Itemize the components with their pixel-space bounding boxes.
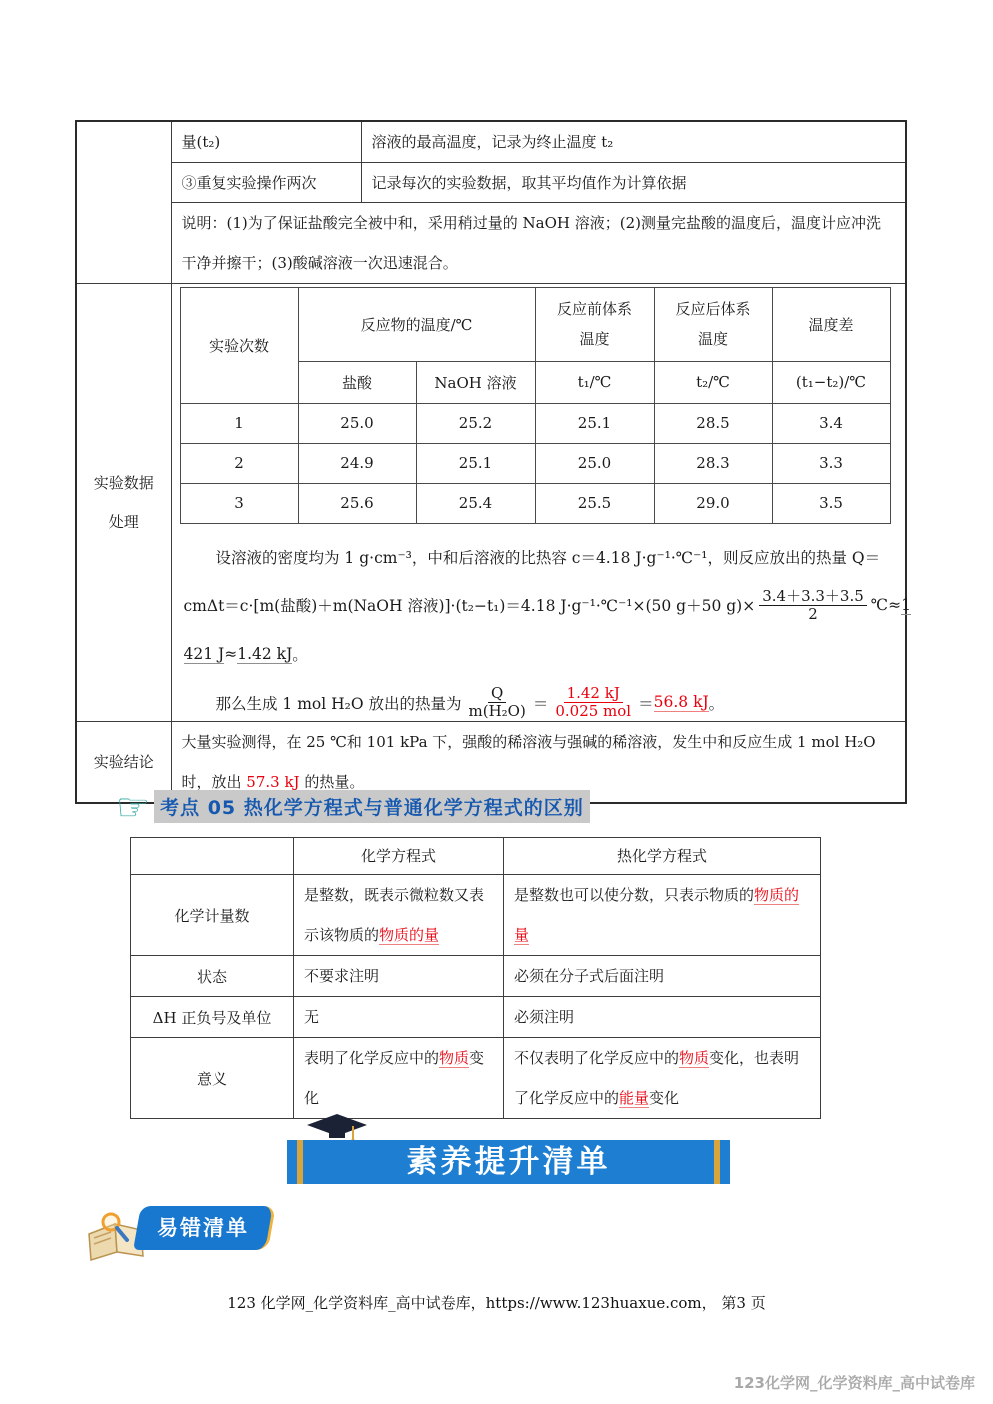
conclusion-highlight: 57.3 kJ bbox=[246, 772, 300, 791]
calc-line-2 bbox=[183, 586, 911, 624]
empty-header-cell bbox=[131, 838, 294, 875]
row-label: 状态 bbox=[131, 956, 294, 997]
section-header-kaodian05 bbox=[116, 784, 590, 829]
row-label: 化学计量数 bbox=[131, 875, 294, 956]
cell: 25.1 bbox=[535, 403, 654, 443]
cell-highlight: 物质的量 bbox=[514, 886, 800, 944]
cell: 无 bbox=[294, 997, 504, 1038]
calc-text: 那么生成 1 mol H₂O 放出的热量为 bbox=[215, 694, 462, 713]
fraction-heat-per-mol bbox=[552, 685, 634, 721]
col-header-chemical-eq: 化学方程式 bbox=[294, 838, 504, 875]
col-header-diff: 温度差 bbox=[772, 287, 890, 361]
cell bbox=[504, 1038, 821, 1119]
calc-text: 设溶液的密度均为 1 g·cm⁻³，中和后溶液的比热容 c＝4.18 J·g⁻¹·℃⁻¹，则反应放出的热量 Q＝ bbox=[215, 548, 881, 567]
table-row bbox=[76, 121, 906, 162]
table-row bbox=[180, 403, 890, 443]
label-line: 处理 bbox=[108, 513, 139, 531]
cell: 25.1 bbox=[416, 443, 535, 483]
banner-title: 素养提升清单 bbox=[406, 1144, 611, 1180]
calc-text: 。 bbox=[292, 646, 308, 664]
cell: 25.5 bbox=[535, 483, 654, 523]
calc-text: ＝ bbox=[638, 694, 654, 713]
fraction-numerator: 3.4＋3.3＋3.5 bbox=[759, 588, 867, 606]
subheader-t2: t₂/℃ bbox=[654, 361, 772, 403]
cell: 24.9 bbox=[298, 443, 416, 483]
cell: 必须在分子式后面注明 bbox=[504, 956, 821, 997]
suyang-banner bbox=[287, 1140, 730, 1184]
cell-highlight: 能量 bbox=[619, 1089, 650, 1107]
col-header-exp: 实验次数 bbox=[180, 287, 298, 403]
page-footer: 123 化学网_化学资料库_高中试卷库，https://www.123huaxue.com， 第3 页 bbox=[227, 1294, 766, 1312]
table-row bbox=[131, 956, 821, 997]
cell-text: 是整数也可以使分数，只表示物质的 bbox=[514, 886, 755, 904]
subheader-diff: (t₁−t₂)/℃ bbox=[772, 361, 890, 403]
yicuo-badge-label: 易错清单 bbox=[157, 1216, 249, 1240]
cell: 28.5 bbox=[654, 403, 772, 443]
calc-text: cmΔt＝c·[m(盐酸)＋m(NaOH 溶液)]·(t₂−t₁)＝4.18 J·g⁻¹·℃⁻¹×(50 g＋50 g)× bbox=[183, 597, 756, 616]
result-value: 56.8 kJ bbox=[653, 693, 709, 712]
conclusion-text: 大量实验测得，在 25 ℃和 101 kPa 下，强酸的稀溶液与强碱的稀溶液，发生中和反应生成 1 mol H₂O 时，放出 bbox=[181, 732, 876, 791]
calc-line-4 bbox=[184, 685, 894, 721]
note-cell: 说明：(1)为了保证盐酸完全被中和，采用稍过量的 NaOH 溶液；(2)测量完盐酸的温度后，温度计应冲洗干净并擦干；(3)酸碱溶液一次迅速混合。 bbox=[171, 202, 906, 283]
header-line: 温度 bbox=[579, 330, 610, 348]
fraction-numerator: Q bbox=[488, 685, 506, 703]
cell-highlight: 物质 bbox=[439, 1049, 470, 1067]
underlined-value: 421 J bbox=[183, 644, 225, 663]
header-line: 温度 bbox=[697, 330, 728, 348]
cell: 3 bbox=[180, 483, 298, 523]
cell-text: 变化 bbox=[649, 1089, 680, 1107]
col-header-after bbox=[654, 287, 772, 361]
data-processing-cell bbox=[171, 283, 911, 721]
cell-text: 表明了化学反应中的 bbox=[304, 1049, 440, 1067]
underlined-value: 1.42 kJ bbox=[237, 644, 293, 663]
header-line: 反应前体系 bbox=[556, 300, 632, 318]
fraction-denominator: m(H₂O) bbox=[468, 702, 526, 721]
cell-highlight: 物质的量 bbox=[379, 926, 440, 944]
table-row bbox=[180, 443, 890, 483]
calc-text: ℃≈ bbox=[870, 596, 902, 615]
row-label: 意义 bbox=[131, 1038, 294, 1119]
conclusion-text: 的热量。 bbox=[299, 772, 365, 791]
fraction-q-over-m bbox=[466, 685, 529, 721]
cell: 3.3 bbox=[772, 443, 890, 483]
cell: 28.3 bbox=[654, 443, 772, 483]
table-row bbox=[131, 997, 821, 1038]
subheader-hcl: 盐酸 bbox=[298, 361, 416, 403]
header-line: 反应后体系 bbox=[675, 300, 751, 318]
label-line: 实验数据 bbox=[93, 474, 154, 492]
procedure-label: 量(t₂) bbox=[171, 121, 361, 162]
procedure-desc: 记录每次的实验数据，取其平均值作为计算依据 bbox=[361, 162, 906, 202]
fraction-average bbox=[759, 588, 867, 624]
data-processing-label bbox=[76, 283, 171, 721]
table-row bbox=[131, 875, 821, 956]
calc-text: ≈ bbox=[224, 645, 238, 663]
cell bbox=[294, 1038, 504, 1119]
table-header-row bbox=[180, 287, 890, 361]
cell: 不要求注明 bbox=[294, 956, 504, 997]
table-row bbox=[76, 202, 906, 283]
cell: 1 bbox=[180, 403, 298, 443]
cell: 25.2 bbox=[416, 403, 535, 443]
cell: 25.4 bbox=[416, 483, 535, 523]
col-header-before bbox=[535, 287, 654, 361]
cell: 25.0 bbox=[535, 443, 654, 483]
conclusion-label: 实验结论 bbox=[76, 721, 171, 803]
section-title: 考点 05 热化学方程式与普通化学方程式的区别 bbox=[154, 790, 590, 823]
calc-text: 。 bbox=[708, 694, 725, 713]
cell: 3.4 bbox=[772, 403, 890, 443]
cell bbox=[294, 875, 504, 956]
table-header-row bbox=[131, 838, 821, 875]
col-header-thermochemical-eq: 热化学方程式 bbox=[504, 838, 821, 875]
cell-text: 不仅表明了化学反应中的 bbox=[514, 1049, 680, 1067]
procedure-label: ③重复实验操作两次 bbox=[171, 162, 361, 202]
cell bbox=[504, 875, 821, 956]
fraction-denominator: 0.025 mol bbox=[555, 702, 632, 721]
calc-line-3 bbox=[184, 643, 894, 665]
fraction-numerator: 1.42 kJ bbox=[564, 685, 623, 703]
table-row bbox=[76, 283, 906, 721]
comparison-table bbox=[130, 837, 821, 1119]
row-label: ΔH 正负号及单位 bbox=[131, 997, 294, 1038]
procedure-desc: 溶液的最高温度，记录为终止温度 t₂ bbox=[361, 121, 906, 162]
cell: 25.6 bbox=[298, 483, 416, 523]
cell-text: 变化 bbox=[304, 1049, 485, 1107]
pointing-hand-icon: ☞ bbox=[116, 784, 151, 829]
col-header-reactants: 反应物的温度/℃ bbox=[298, 287, 535, 361]
cell: 2 bbox=[180, 443, 298, 483]
cell-text: 是整数，既表示微粒数又表示该物质的 bbox=[304, 886, 485, 944]
subheader-naoh: NaOH 溶液 bbox=[416, 361, 535, 403]
subheader-t1: t₁/℃ bbox=[535, 361, 654, 403]
fraction-denominator: 2 bbox=[808, 604, 818, 623]
underlined-value: 1 bbox=[901, 595, 911, 614]
measurement-table bbox=[180, 287, 891, 524]
table-row bbox=[76, 162, 906, 202]
cell: 29.0 bbox=[654, 483, 772, 523]
calculation-block bbox=[172, 524, 911, 721]
cell-highlight: 物质 bbox=[679, 1049, 710, 1067]
calc-text: ＝ bbox=[532, 694, 549, 713]
cell-text: 变化，也表明了化学反应中的 bbox=[514, 1049, 800, 1107]
table-row bbox=[180, 483, 890, 523]
table-row bbox=[131, 1038, 821, 1119]
calc-line-1 bbox=[184, 546, 894, 568]
site-watermark: 123化学网_化学资料库_高中试卷库 bbox=[733, 1374, 975, 1392]
cell: 3.5 bbox=[772, 483, 890, 523]
cell: 必须注明 bbox=[504, 997, 821, 1038]
empty-left-cell bbox=[76, 121, 171, 283]
yicuo-badge-group bbox=[85, 1198, 305, 1268]
cell: 25.0 bbox=[298, 403, 416, 443]
experiment-table bbox=[75, 120, 911, 804]
